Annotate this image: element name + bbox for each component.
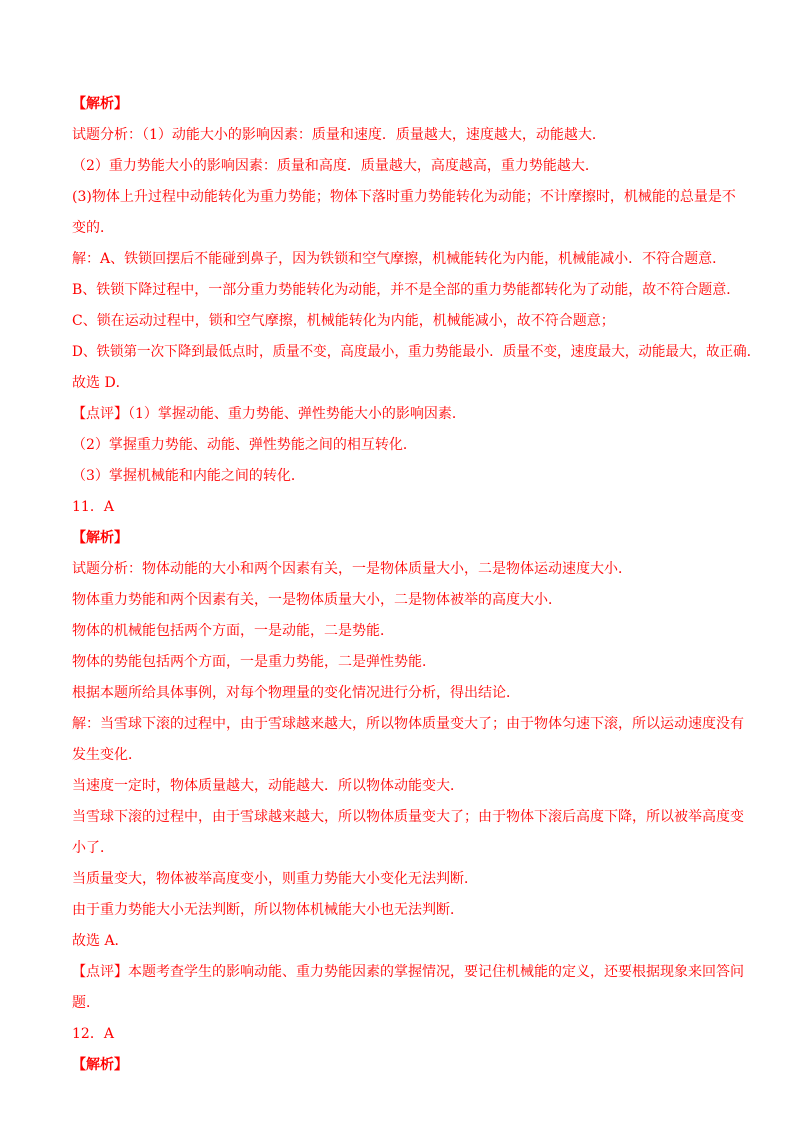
text-line: 变的．: [72, 220, 114, 236]
text-line: 当速度一定时，物体质量越大，动能越大．所以物体动能变大．: [72, 778, 464, 794]
text-line: 由于重力势能大小无法判断，所以物体机械能大小也无法判断．: [72, 902, 464, 918]
text-line: 小了．: [72, 840, 114, 856]
section-heading-analysis: 【解析】: [72, 96, 128, 112]
question-number: 11．A: [72, 499, 114, 515]
text-line: 当质量变大，物体被举高度变小，则重力势能大小变化无法判断．: [72, 871, 478, 887]
text-line: 发生变化．: [72, 747, 142, 763]
text-line: 题．: [72, 995, 100, 1011]
comment-line: 【点评】本题考查学生的影响动能、重力势能因素的掌握情况，要记住机械能的定义，还要根据现象来回答问: [72, 964, 744, 980]
text-line: 故选 A．: [72, 933, 129, 949]
text-line: C、锁在运动过程中，锁和空气摩擦，机械能转化为内能，机械能减小，故不符合题意；: [72, 313, 615, 329]
text-line: 根据本题所给具体事例，对每个物理量的变化情况进行分析，得出结论．: [72, 685, 520, 701]
text-line: 物体重力势能和两个因素有关，一是物体质量大小，二是物体被举的高度大小．: [72, 592, 562, 608]
text-line: 当雪球下滚的过程中，由于雪球越来越大，所以物体质量变大了；由于物体下滚后高度下降，所以被举高度变: [72, 809, 744, 825]
text-line: (3)物体上升过程中动能转化为重力势能；物体下落时重力势能转化为动能；不计摩擦时，机械能的总量是不: [72, 189, 736, 205]
text-line: 试题分析：物体动能的大小和两个因素有关，一是物体质量大小，二是物体运动速度大小．: [72, 561, 632, 577]
text-line: B、铁锁下降过程中，一部分重力势能转化为动能，并不是全部的重力势能都转化为了动能，故不符合题意．: [72, 282, 741, 298]
text-line: 解：A、铁锁回摆后不能碰到鼻子，因为铁锁和空气摩擦，机械能转化为内能，机械能减小．不符合题意．: [72, 251, 727, 267]
text-line: （2）重力势能大小的影响因素：质量和高度．质量越大，高度越高，重力势能越大．: [72, 158, 599, 174]
text-line: 试题分析：（1）动能大小的影响因素：质量和速度．质量越大，速度越大，动能越大．: [72, 127, 606, 143]
section-heading-analysis: 【解析】: [72, 530, 128, 546]
text-line: 物体的机械能包括两个方面，一是动能，二是势能．: [72, 623, 394, 639]
text-line: 物体的势能包括两个方面，一是重力势能，二是弹性势能．: [72, 654, 436, 670]
comment-line: 【点评】（1）掌握动能、重力势能、弹性势能大小的影响因素．: [72, 406, 466, 422]
text-line: D、铁锁第一次下降到最低点时，质量不变，高度最小，重力势能最小．质量不变，速度最大，动能最大，故正确．: [72, 344, 761, 360]
text-line: （3）掌握机械能和内能之间的转化．: [72, 468, 305, 484]
text-line: 解：当雪球下滚的过程中，由于雪球越来越大，所以物体质量变大了；由于物体匀速下滚，所以运动速度没有: [72, 716, 744, 732]
question-number: 12．A: [72, 1026, 114, 1042]
text-line: 故选 D．: [72, 375, 130, 391]
text-line: （2）掌握重力势能、动能、弹性势能之间的相互转化．: [72, 437, 417, 453]
section-heading-analysis: 【解析】: [72, 1057, 128, 1073]
